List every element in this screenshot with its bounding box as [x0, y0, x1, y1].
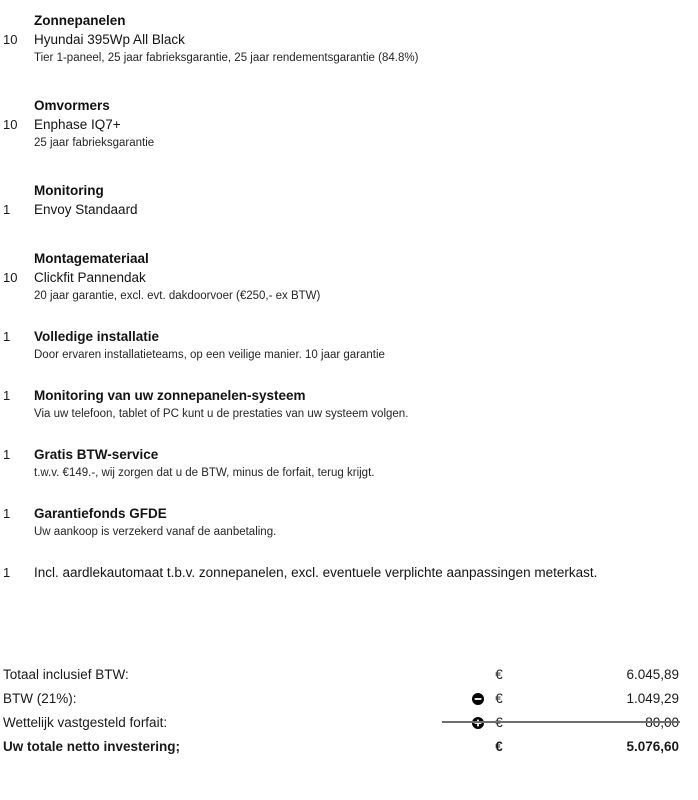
spacer — [0, 482, 698, 504]
quantity-value: 1 — [3, 202, 11, 217]
service-item-row — [0, 327, 698, 364]
spacer — [0, 305, 698, 327]
service-item-body — [34, 445, 698, 482]
item-description: 25 jaar fabrieksgarantie — [34, 137, 155, 149]
item-title: Envoy Standaard — [34, 202, 138, 217]
item-description: Door ervaren installatieteams, op een veilige manier. 10 jaar garantie — [34, 349, 385, 361]
item-description: Via uw telefoon, tablet of PC kunt u de prestaties van uw systeem volgen. — [34, 408, 409, 420]
quantity-value: 10 — [3, 270, 18, 285]
currency-symbol: € — [495, 739, 503, 754]
total-row — [0, 711, 698, 735]
total-row — [0, 735, 698, 759]
total-label: Totaal inclusief BTW: — [3, 667, 129, 682]
service-item-row — [0, 563, 698, 583]
item-title: Gratis BTW-service — [34, 447, 159, 462]
item-title: Garantiefonds GFDE — [34, 506, 167, 521]
total-row — [0, 687, 698, 711]
spacer — [0, 423, 698, 445]
quantity-value: 1 — [3, 565, 11, 580]
section-1 — [0, 12, 698, 67]
line-item-row — [0, 268, 698, 305]
line-item-body — [34, 268, 698, 305]
line-item-row — [0, 30, 698, 67]
line-item-body — [34, 115, 698, 152]
section-2 — [0, 97, 698, 152]
currency-symbol: € — [495, 691, 503, 706]
item-description: t.w.v. €149.-, wij zorgen dat u de BTW, minus de forfait, terug krijgt. — [34, 467, 375, 479]
currency-symbol: € — [495, 667, 503, 682]
total-label: Uw totale netto investering; — [3, 739, 181, 754]
spacer — [0, 67, 698, 97]
total-row — [0, 663, 698, 687]
total-amount: 6.045,89 — [626, 667, 679, 682]
totals-block — [0, 663, 698, 759]
total-amount: 1.049,29 — [626, 691, 679, 706]
service-item-row — [0, 445, 698, 482]
line-item-body — [34, 30, 698, 67]
currency-symbol — [490, 711, 508, 735]
circle-minus-icon — [470, 687, 486, 711]
totals-divider-rule — [442, 721, 680, 723]
quantity-value: 10 — [3, 117, 18, 132]
item-title: Volledige installatie — [34, 329, 160, 344]
section-heading: Omvormers — [34, 98, 110, 113]
service-item-body — [34, 386, 698, 423]
service-item-row — [0, 386, 698, 423]
total-label: Wettelijk vastgesteld forfait: — [3, 715, 168, 730]
line-item-row — [0, 200, 698, 220]
quantity-value: 1 — [3, 506, 11, 521]
total-amount — [540, 711, 679, 735]
spacer — [0, 152, 698, 182]
item-title: Hyundai 395Wp All Black — [34, 32, 185, 47]
item-title: Enphase IQ7+ — [34, 117, 121, 132]
service-item-row — [0, 504, 698, 541]
item-title: Incl. aardlekautomaat t.b.v. zonnepanelen, excl. eventuele verplichte aanpassingen meterkast. — [34, 565, 598, 580]
spacer — [0, 220, 698, 250]
quantity-value: 1 — [3, 329, 11, 344]
quantity-value: 1 — [3, 388, 11, 403]
service-item-body — [34, 504, 698, 541]
item-title: Clickfit Pannendak — [34, 270, 146, 285]
item-description: Uw aankoop is verzekerd vanaf de aanbetaling. — [34, 526, 277, 538]
total-label: BTW (21%): — [3, 691, 77, 706]
total-amount: 5.076,60 — [626, 739, 679, 754]
section-4 — [0, 250, 698, 305]
quantity-value: 10 — [3, 32, 18, 47]
line-item-body — [34, 200, 698, 220]
quantity-value: 1 — [3, 447, 11, 462]
service-item-body — [34, 327, 698, 364]
section-heading: Zonnepanelen — [34, 13, 126, 28]
service-item-body — [34, 563, 698, 583]
item-description: 20 jaar garantie, excl. evt. dakdoorvoer (€250,- ex BTW) — [34, 290, 321, 302]
section-3 — [0, 182, 698, 220]
line-item-row — [0, 115, 698, 152]
spacer — [0, 541, 698, 563]
section-heading: Monitoring — [34, 183, 104, 198]
section-heading: Montagemateriaal — [34, 251, 149, 266]
item-description: Tier 1-paneel, 25 jaar fabrieksgarantie, 25 jaar rendementsgarantie (84.8%) — [34, 52, 419, 64]
circle-plus-icon — [470, 711, 486, 735]
item-title: Monitoring van uw zonnepanelen-systeem — [34, 388, 306, 403]
spacer — [0, 364, 698, 386]
spacer — [0, 0, 698, 12]
